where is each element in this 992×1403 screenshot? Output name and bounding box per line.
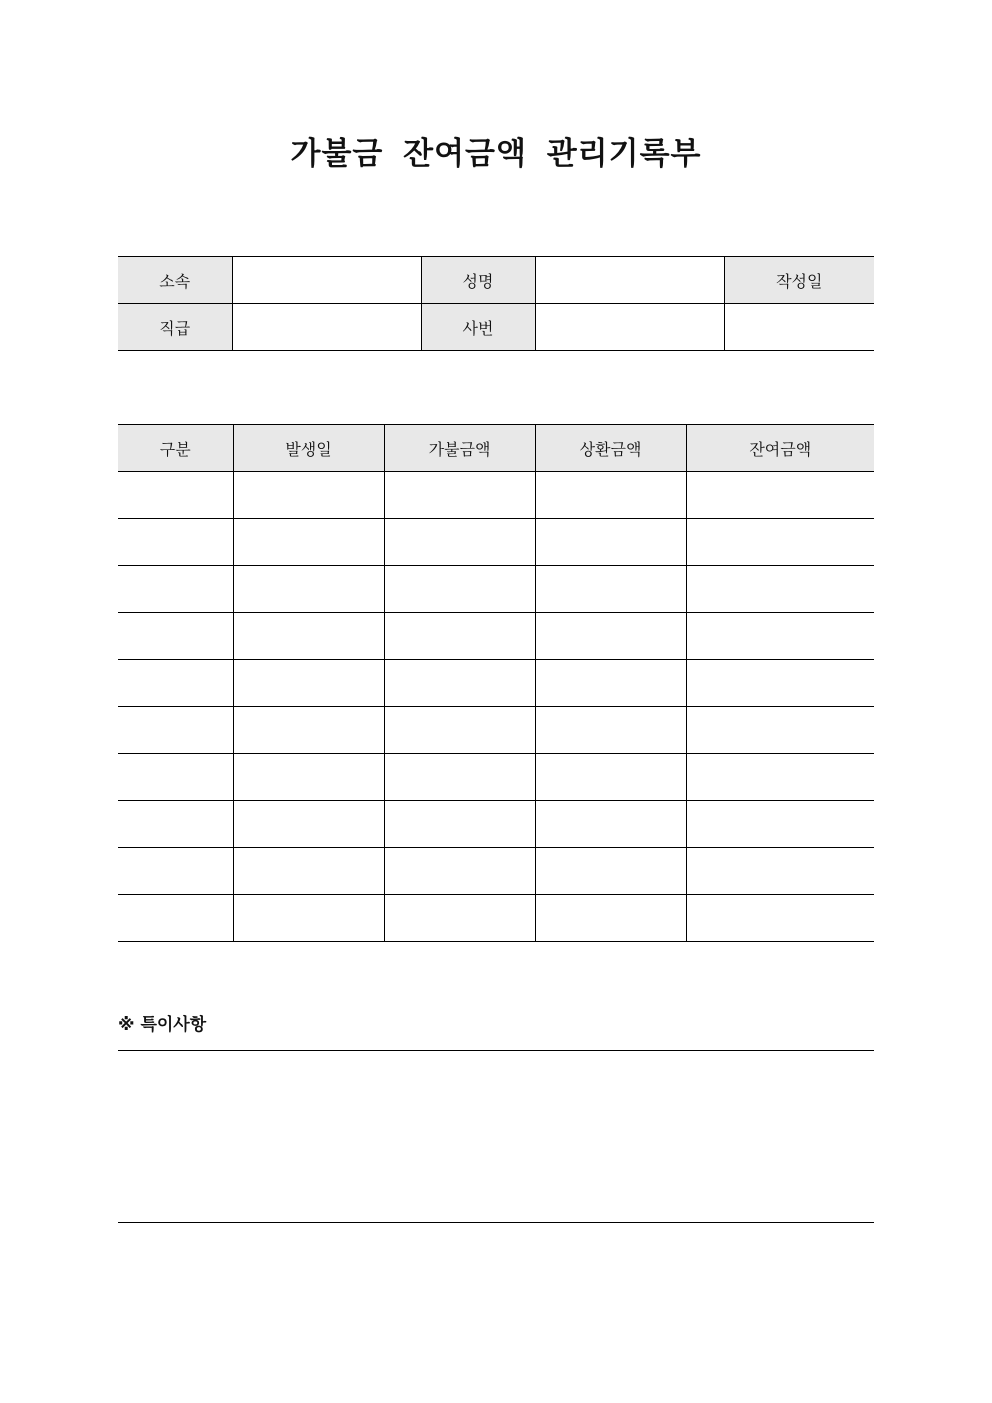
advance-amount-cell[interactable] bbox=[384, 613, 535, 660]
occurrence-date-cell[interactable] bbox=[233, 754, 384, 801]
remaining-amount-cell[interactable] bbox=[686, 613, 874, 660]
remaining-amount-cell[interactable] bbox=[686, 519, 874, 566]
category-cell[interactable] bbox=[118, 613, 233, 660]
remaining-amount-cell[interactable] bbox=[686, 801, 874, 848]
occurrence-date-cell[interactable] bbox=[233, 472, 384, 519]
occurrence-date-cell[interactable] bbox=[233, 707, 384, 754]
repayment-amount-cell[interactable] bbox=[535, 613, 686, 660]
repayment-amount-cell[interactable] bbox=[535, 660, 686, 707]
position-label: 직급 bbox=[118, 304, 232, 351]
occurrence-date-cell[interactable] bbox=[233, 848, 384, 895]
records-header-row bbox=[118, 425, 874, 472]
remaining-amount-cell[interactable] bbox=[686, 472, 874, 519]
category-cell[interactable] bbox=[118, 519, 233, 566]
header-remaining-amount: 잔여금액 bbox=[686, 425, 874, 472]
page-title: 가불금 잔여금액 관리기록부 bbox=[290, 136, 702, 172]
advance-amount-cell[interactable] bbox=[384, 895, 535, 942]
remaining-amount-cell[interactable] bbox=[686, 754, 874, 801]
category-cell[interactable] bbox=[118, 801, 233, 848]
occurrence-date-cell[interactable] bbox=[233, 613, 384, 660]
records-table bbox=[118, 424, 874, 942]
advance-amount-cell[interactable] bbox=[384, 519, 535, 566]
category-cell[interactable] bbox=[118, 660, 233, 707]
category-cell[interactable] bbox=[118, 566, 233, 613]
remaining-amount-cell[interactable] bbox=[686, 707, 874, 754]
table-row bbox=[118, 801, 874, 848]
affiliation-field[interactable] bbox=[232, 257, 421, 304]
created-date-field[interactable] bbox=[724, 304, 874, 351]
advance-amount-cell[interactable] bbox=[384, 472, 535, 519]
table-row bbox=[118, 848, 874, 895]
table-row bbox=[118, 519, 874, 566]
table-row bbox=[118, 754, 874, 801]
table-row bbox=[118, 613, 874, 660]
table-row bbox=[118, 707, 874, 754]
remaining-amount-cell[interactable] bbox=[686, 566, 874, 613]
advance-amount-cell[interactable] bbox=[384, 801, 535, 848]
category-cell[interactable] bbox=[118, 472, 233, 519]
remaining-amount-cell[interactable] bbox=[686, 660, 874, 707]
advance-amount-cell[interactable] bbox=[384, 848, 535, 895]
header-category: 구분 bbox=[118, 425, 233, 472]
info-row-2 bbox=[118, 304, 874, 351]
advance-amount-cell[interactable] bbox=[384, 566, 535, 613]
created-date-label: 작성일 bbox=[724, 257, 874, 304]
category-cell[interactable] bbox=[118, 895, 233, 942]
occurrence-date-cell[interactable] bbox=[233, 801, 384, 848]
affiliation-label: 소속 bbox=[118, 257, 232, 304]
info-row-1 bbox=[118, 257, 874, 304]
table-row bbox=[118, 566, 874, 613]
notes-bottom-divider bbox=[118, 1222, 874, 1223]
remaining-amount-cell[interactable] bbox=[686, 848, 874, 895]
occurrence-date-cell[interactable] bbox=[233, 660, 384, 707]
occurrence-date-cell[interactable] bbox=[233, 519, 384, 566]
name-label: 성명 bbox=[421, 257, 535, 304]
advance-amount-cell[interactable] bbox=[384, 754, 535, 801]
table-row bbox=[118, 895, 874, 942]
employee-info-table bbox=[118, 256, 874, 351]
category-cell[interactable] bbox=[118, 848, 233, 895]
remaining-amount-cell[interactable] bbox=[686, 895, 874, 942]
repayment-amount-cell[interactable] bbox=[535, 566, 686, 613]
header-occurrence-date: 발생일 bbox=[233, 425, 384, 472]
advance-amount-cell[interactable] bbox=[384, 660, 535, 707]
name-field[interactable] bbox=[535, 257, 724, 304]
employee-no-label: 사번 bbox=[421, 304, 535, 351]
position-field[interactable] bbox=[232, 304, 421, 351]
category-cell[interactable] bbox=[118, 754, 233, 801]
notes-heading: ※ 특이사항 bbox=[118, 1015, 207, 1035]
repayment-amount-cell[interactable] bbox=[535, 472, 686, 519]
notes-content-area[interactable] bbox=[118, 1051, 874, 1222]
occurrence-date-cell[interactable] bbox=[233, 895, 384, 942]
repayment-amount-cell[interactable] bbox=[535, 848, 686, 895]
employee-no-field[interactable] bbox=[535, 304, 724, 351]
repayment-amount-cell[interactable] bbox=[535, 895, 686, 942]
repayment-amount-cell[interactable] bbox=[535, 801, 686, 848]
table-row bbox=[118, 660, 874, 707]
header-advance-amount: 가불금액 bbox=[384, 425, 535, 472]
repayment-amount-cell[interactable] bbox=[535, 754, 686, 801]
header-repayment-amount: 상환금액 bbox=[535, 425, 686, 472]
repayment-amount-cell[interactable] bbox=[535, 519, 686, 566]
table-row bbox=[118, 472, 874, 519]
advance-amount-cell[interactable] bbox=[384, 707, 535, 754]
category-cell[interactable] bbox=[118, 707, 233, 754]
occurrence-date-cell[interactable] bbox=[233, 566, 384, 613]
repayment-amount-cell[interactable] bbox=[535, 707, 686, 754]
